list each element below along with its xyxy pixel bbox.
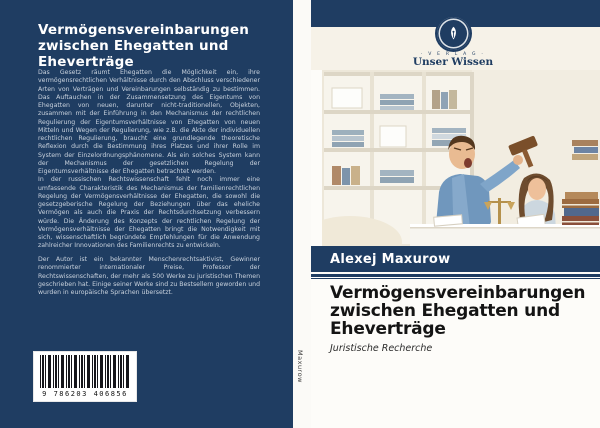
cover-photo [322, 70, 600, 246]
publisher-logo [407, 17, 499, 68]
back-cover-title: Vermögensvereinbarungen zwischen Ehegatten und Eheverträge [38, 22, 250, 70]
back-cover [0, 0, 293, 428]
blurb-paragraph-2: In der russischen Rechtswissenschaft fehlt noch immer eine umfassende Charakteristik des Mechanismus der familienrechtlichen Regelung der Vermögensverhältnisse der Ehegatten, die sowohl die gesetzgeberische Regelung der Beziehungen über das eheliche Vermögen als auch die Praxis der Rechtsdurchsetzung verbessern würde. Die Änderung des Konzepts der rechtlichen Regelung der Vermögensverhältnisse der Ehegatten bringt die Notwendigkeit mit sich, wissenschaftlich begründete Empfehlungen für die Anwendung zahlreicher Innovationen des Familienrechts zu entwickeln. [38, 176, 260, 250]
hand [513, 155, 523, 165]
front-cover-title: Vermögensvereinbarungen zwischen Ehegatten und Eheverträge [330, 283, 586, 339]
barcode [33, 351, 137, 402]
publisher-tagline: · V E R L A G · [421, 52, 485, 57]
author-banner [311, 246, 600, 272]
spine [293, 0, 311, 428]
spine-author-text: Maxurow [296, 350, 304, 383]
wall-books [572, 140, 598, 160]
books-stack [562, 192, 599, 225]
banner-underline [311, 274, 600, 279]
publisher-name: Unser Wissen [412, 56, 494, 68]
barcode-digits: 9 786203 406856 [42, 390, 128, 398]
pen-nib-icon [437, 17, 470, 50]
author-bio: Der Autor ist ein bekannter Menschenrechtsaktivist, Gewinner renommierter internationaler Preise, Professor der Rechtswissenschaften, der mehr als 500 Werke zu juristischen Themen geschrieben hat. Einige seiner Werke sind zu Bestsellern geworden und wurden in europäische Sprachen übersetzt. [38, 256, 260, 296]
back-cover-blurb [38, 69, 260, 251]
front-cover [311, 0, 600, 428]
blurb-paragraph-1: Das Gesetz räumt Ehegatten die Möglichkeit ein, ihre vermögensrechtlichen Verhältnisse durch den Abschluss verschiedener Arten von Verträgen und Vereinbarungen selbständig zu bestimmen. Das Auftauchen in der Zusammensetzung des Eigentums von Ehegatten von neuen, darunter nicht-traditionellen, Objekten, zusammen mit der Einführung in den Mechanismus der rechtlichen Regulierung der Eigentumsverhältnisse von Ehegatten von neuen Mitteln und Wegen der Regulierung, wie z.B. die Akte der individuellen rechtlichen Regulierung, braucht eine grundlegende theoretische Reflexion durch die Bestimmung ihres Platzes und ihrer Rolle im System der Einzelordnungsphänomene. Als ein solches System kann der Mechanismus der gesetzlichen Regelung der Eigentumsverhältnisse der Ehegatten betrachtet werden. [38, 69, 260, 175]
barcode-bars-icon [40, 355, 130, 388]
front-cover-subtitle: Juristische Recherche [330, 343, 433, 354]
open-mouth [464, 158, 472, 168]
author-name: Alexej Maxurow [330, 251, 451, 267]
